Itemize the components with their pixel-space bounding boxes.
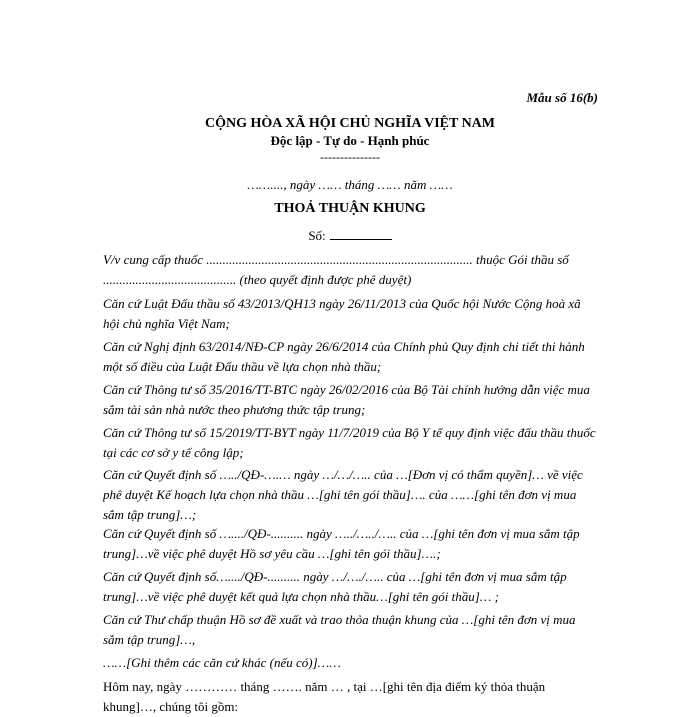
legal-basis-other: ……[Ghi thêm các căn cứ khác (nếu có)]……	[103, 655, 341, 670]
form-number: Mẫu số 16(b)	[526, 90, 598, 105]
header-separator: ---------------	[320, 150, 380, 164]
national-title: CỘNG HÒA XÃ HỘI CHỦ NGHĨA VIỆT NAM	[204, 116, 495, 131]
legal-basis-decision-requirements: Căn cứ Quyết định số …..../QĐ-.......... ngày …../…../….. của …[ghi tên đơn vị mua sắm tập trung]…về việc phê duyệt Hồ sơ yêu cầu …[ghi tên gói thầu]….;	[103, 526, 580, 561]
document-number-label: Số:	[308, 228, 326, 243]
legal-basis-circular-35: Căn cứ Thông tư số 35/2016/TT-BTC ngày 26/02/2016 của Bộ Tài chính hướng dẫn việc mua sắm tài sản nhà nước theo phương thức tập trung;	[103, 382, 590, 417]
signing-intro: Hôm nay, ngày ………… tháng ……. năm … , tại …[ghi tên địa điểm ký thỏa thuận khung]…, chúng tôi gồm:	[103, 679, 546, 714]
date-line: ……...., ngày …… tháng …… năm ……	[247, 177, 453, 192]
document-number-blank	[330, 227, 392, 240]
document-number	[0, 227, 700, 244]
legal-basis-decision-result: Căn cứ Quyết định số…..../QĐ-.......... ngày …/…./….. của …[ghi tên đơn vị mua sắm tập trung]…về việc phê duyệt kết quả lựa chọn nhà thầu…[ghi tên gói thầu]… ;	[103, 569, 567, 604]
subject-paragraph: V/v cung cấp thuốc .................................................................................. thuộc Gói thầu số ......................................... (theo quyết định được phê duyệt)	[103, 252, 569, 287]
legal-basis-circular-15: Căn cứ Thông tư số 15/2019/TT-BYT ngày 11/7/2019 của Bộ Y tế quy định việc đấu thầu thuốc tại các cơ sở y tế công lập;	[103, 425, 596, 460]
legal-basis-acceptance-letter: Căn cứ Thư chấp thuận Hồ sơ đề xuất và trao thỏa thuận khung của …[ghi tên đơn vị mua sắm tập trung]…,	[103, 612, 576, 647]
legal-basis-decree: Căn cứ Nghị định 63/2014/NĐ-CP ngày 26/6/2014 của Chính phủ Quy định chi tiết thi hành một số điều của Luật Đấu thầu về lựa chọn nhà thầu;	[103, 339, 585, 374]
document-title: THOẢ THUẬN KHUNG	[274, 201, 426, 216]
legal-basis-decision-plan: Căn cứ Quyết định số …../QĐ-….… ngày …/…/….. của …[Đơn vị có thẩm quyền]… về việc phê duyệt Kế hoạch lựa chọn nhà thầu …[ghi tên gói thầu]…. của ……[ghi tên đơn vị mua sắm tập trung]…;	[103, 467, 583, 522]
national-motto: Độc lập - Tự do - Hạnh phúc	[270, 133, 430, 148]
legal-basis-law: Căn cứ Luật Đấu thầu số 43/2013/QH13 ngày 26/11/2013 của Quốc hội Nước Cộng hoà xã hội chủ nghĩa Việt Nam;	[103, 296, 581, 331]
